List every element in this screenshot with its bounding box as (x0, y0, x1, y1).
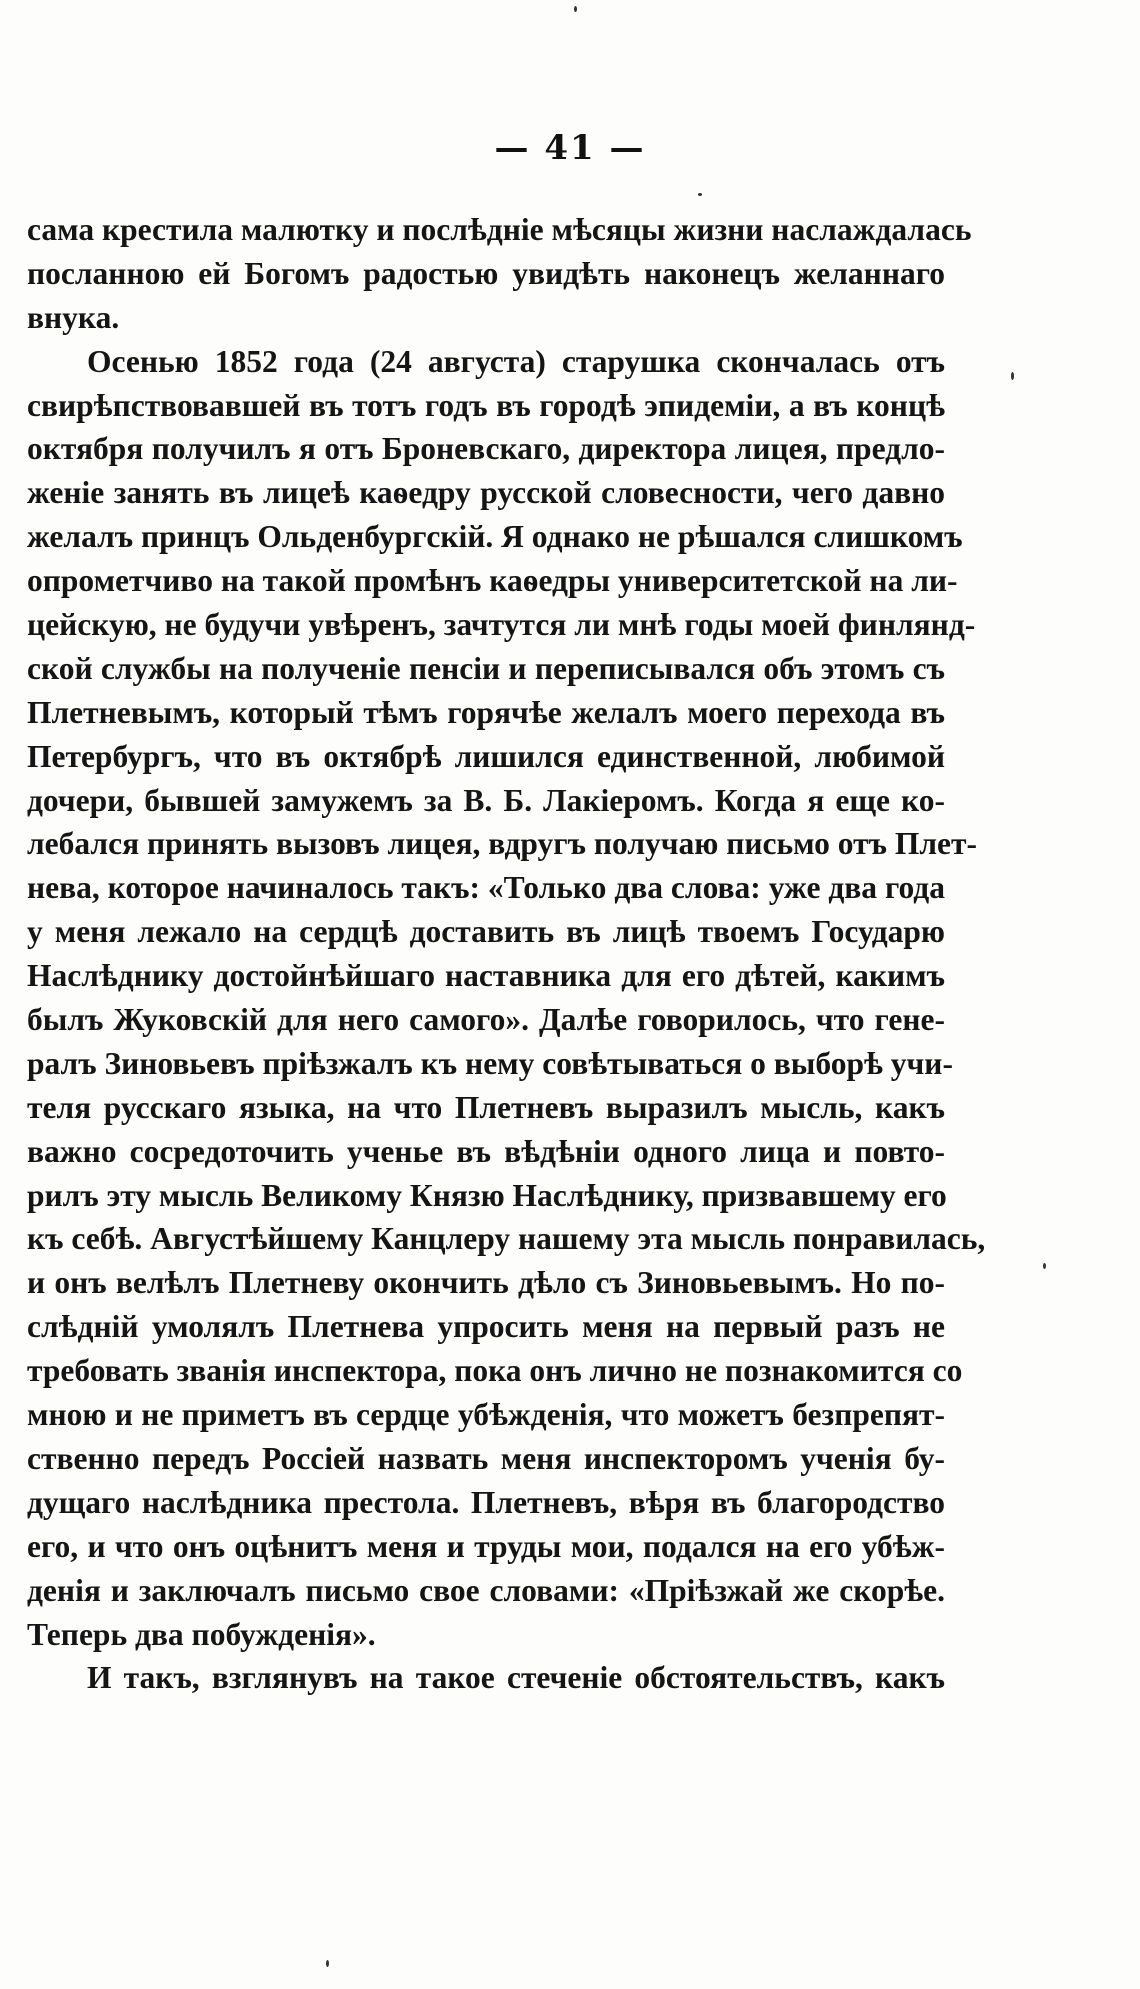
text-line: Теперь два побужденія». (27, 1616, 376, 1652)
text-line: былъ Жуковскій для него самого». Далѣе говорилось, что гене- (27, 1002, 945, 1038)
text-line: у меня лежало на сердцѣ доставить въ лицѣ твоемъ Государю (27, 914, 945, 950)
text-line: Петербургъ, что въ октябрѣ лишился единственной, любимой (27, 738, 945, 774)
text-line: цейскую, не будучи увѣренъ, зачтутся ли мнѣ годы моей финлянд- (27, 607, 976, 643)
text-line: женіе занять въ лицеѣ каѳедру русской словесности, чего давно (27, 475, 945, 511)
text-line: къ себѣ. Августѣйшему Канцлеру нашему эта мысль понравилась, (27, 1221, 986, 1257)
paragraph-3 (27, 1656, 945, 1700)
body-text (27, 208, 986, 1700)
text-line: опрометчиво на такой промѣнъ каѳедры университетской на ли- (27, 563, 958, 599)
text-line: лебался принять вызовъ лицея, вдругъ получаю письмо отъ Плет- (27, 826, 977, 862)
text-line: денія и заключалъ письмо свое словами: «Пріѣзжай же скорѣе. (27, 1572, 945, 1608)
page-number-text: — 41 — (494, 128, 646, 168)
text-line: ралъ Зиновьевъ пріѣзжалъ къ нему совѣтываться о выборѣ учи- (27, 1045, 953, 1081)
scan-speck (698, 193, 702, 196)
text-line: Плетневымъ, который тѣмъ горячѣе желалъ моего перехода въ (27, 694, 945, 730)
text-line: ственно передъ Россіей назвать меня инспекторомъ ученія бу- (27, 1440, 945, 1476)
scan-speck (1011, 372, 1014, 380)
text-line: слѣдній умолялъ Плетнева упросить меня на первый разъ не (27, 1309, 945, 1345)
text-line: ской службы на полученіе пенсіи и переписывался объ этомъ съ (27, 650, 945, 686)
text-line: требовать званія инспектора, пока онъ лично не познакомится со (27, 1353, 963, 1389)
scan-speck (574, 6, 577, 12)
text-line: Осенью 1852 года (24 августа) старушка скончалась отъ (87, 343, 945, 379)
text-line: дочери, бывшей замужемъ за В. Б. Лакіеромъ. Когда я еще ко- (27, 782, 945, 818)
text-line: посланною ей Богомъ радостью увидѣть наконецъ желаннаго (27, 255, 945, 291)
text-line: его, и что онъ оцѣнитъ меня и труды мои, подался на его убѣж- (27, 1528, 945, 1564)
text-line: мною и не приметъ въ сердце убѣжденія, что можетъ безпрепят- (27, 1397, 945, 1433)
text-line: октября получилъ я отъ Броневскаго, директора лицея, предло- (27, 431, 945, 467)
text-line: внука. (27, 299, 120, 335)
text-line: дущаго наслѣдника престола. Плетневъ, вѣря въ благородство (27, 1484, 945, 1520)
page-number (0, 128, 1140, 168)
scan-speck (1043, 1263, 1046, 1269)
scan-speck (326, 1960, 329, 1967)
paragraph-2 (27, 340, 986, 1657)
text-line: И такъ, взглянувъ на такое стеченіе обстоятельствъ, какъ (87, 1660, 945, 1696)
text-line: нева, которое начиналось такъ: «Только два слова: уже два года (27, 870, 945, 906)
text-line: желалъ принцъ Ольденбургскій. Я однако не рѣшался слишкомъ (27, 519, 963, 555)
text-line: и онъ велѣлъ Плетневу окончить дѣло съ Зиновьевымъ. Но по- (27, 1265, 945, 1301)
text-line: Наслѣднику достойнѣйшаго наставника для его дѣтей, какимъ (27, 958, 945, 994)
paragraph-1 (27, 208, 972, 340)
text-line: теля русскаго языка, на что Плетневъ выразилъ мысль, какъ (27, 1089, 945, 1125)
text-line: рилъ эту мысль Великому Князю Наслѣднику, призвавшему его (27, 1177, 947, 1213)
text-line: важно сосредоточить ученье въ вѣдѣніи одного лица и повто- (27, 1133, 945, 1169)
text-line: свирѣпствовавшей въ тотъ годъ въ городѣ эпидеміи, а въ концѣ (27, 387, 945, 423)
text-line: сама крестила малютку и послѣдніе мѣсяцы жизни наслаждалась (27, 212, 972, 247)
